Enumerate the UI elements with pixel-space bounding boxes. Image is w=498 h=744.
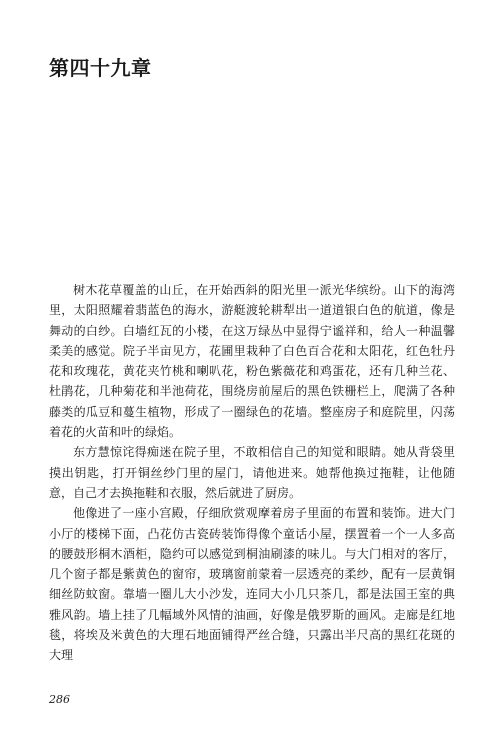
paragraph: 东方慧惊诧得痴迷在院子里，不敢相信自己的知觉和眼睛。她从背袋里摸出钥匙，打开铜丝纱门里的屋门，请他进来。她帮他换过拖鞋，让他随意，自己才去换拖鞋和衣服，然后就进了厨房。 — [49, 445, 455, 500]
chapter-body — [49, 280, 455, 666]
paragraph: 树木花草覆盖的山丘，在开始西斜的阳光里一派光华缤纷。山下的海湾里，太阳照耀着翡蓝色的海水，游艇渡轮耕犁出一道道银白色的航道，像是舞动的白纱。白墙红瓦的小楼，在这万绿丛中显得宁谧祥和，给人一种温馨柔美的感觉。院子半亩见方，花圃里栽种了白色百合花和太阳花，红色牡丹花和玫瑰花，黄花夹竹桃和喇叭花，粉色紫薇花和鸡蛋花，还有几种兰花、杜鹃花，几种菊花和半池荷花，围绕房前屋后的黑色铁栅栏上，爬满了各种藤类的瓜豆和蔓生植物，形成了一圈绿色的花墙。整座房子和庭院里，闪荡着花的火苗和叶的绿焰。 — [49, 283, 455, 440]
paragraph: 他像进了一座小宫殿，仔细欣赏观摩着房子里面的布置和装饰。进大门小厅的楼梯下面，凸花仿古瓷砖装饰得像个童话小屋，摆置着一个一人多高的腰鼓形桐木酒柜，隐约可以感觉到桐油刷漆的味儿。与大门相对的客厅，几个窗子都是紫黄色的窗帘，玻璃窗前蒙着一层透亮的柔纱，配有一层黄铜细丝防蚊窗。靠墙一圈儿大小沙发，连同大小几只茶几，都是法国王室的典雅风韵。墙上挂了几幅域外风情的油画，好像是俄罗斯的画风。走廊是红地毯，将埃及米黄色的大理石地面铺得严丝合缝，只露出半尺高的黑红花斑的大理 — [49, 506, 455, 663]
page-number: 286 — [49, 693, 70, 706]
chapter-title: 第四十九章 — [49, 56, 152, 80]
